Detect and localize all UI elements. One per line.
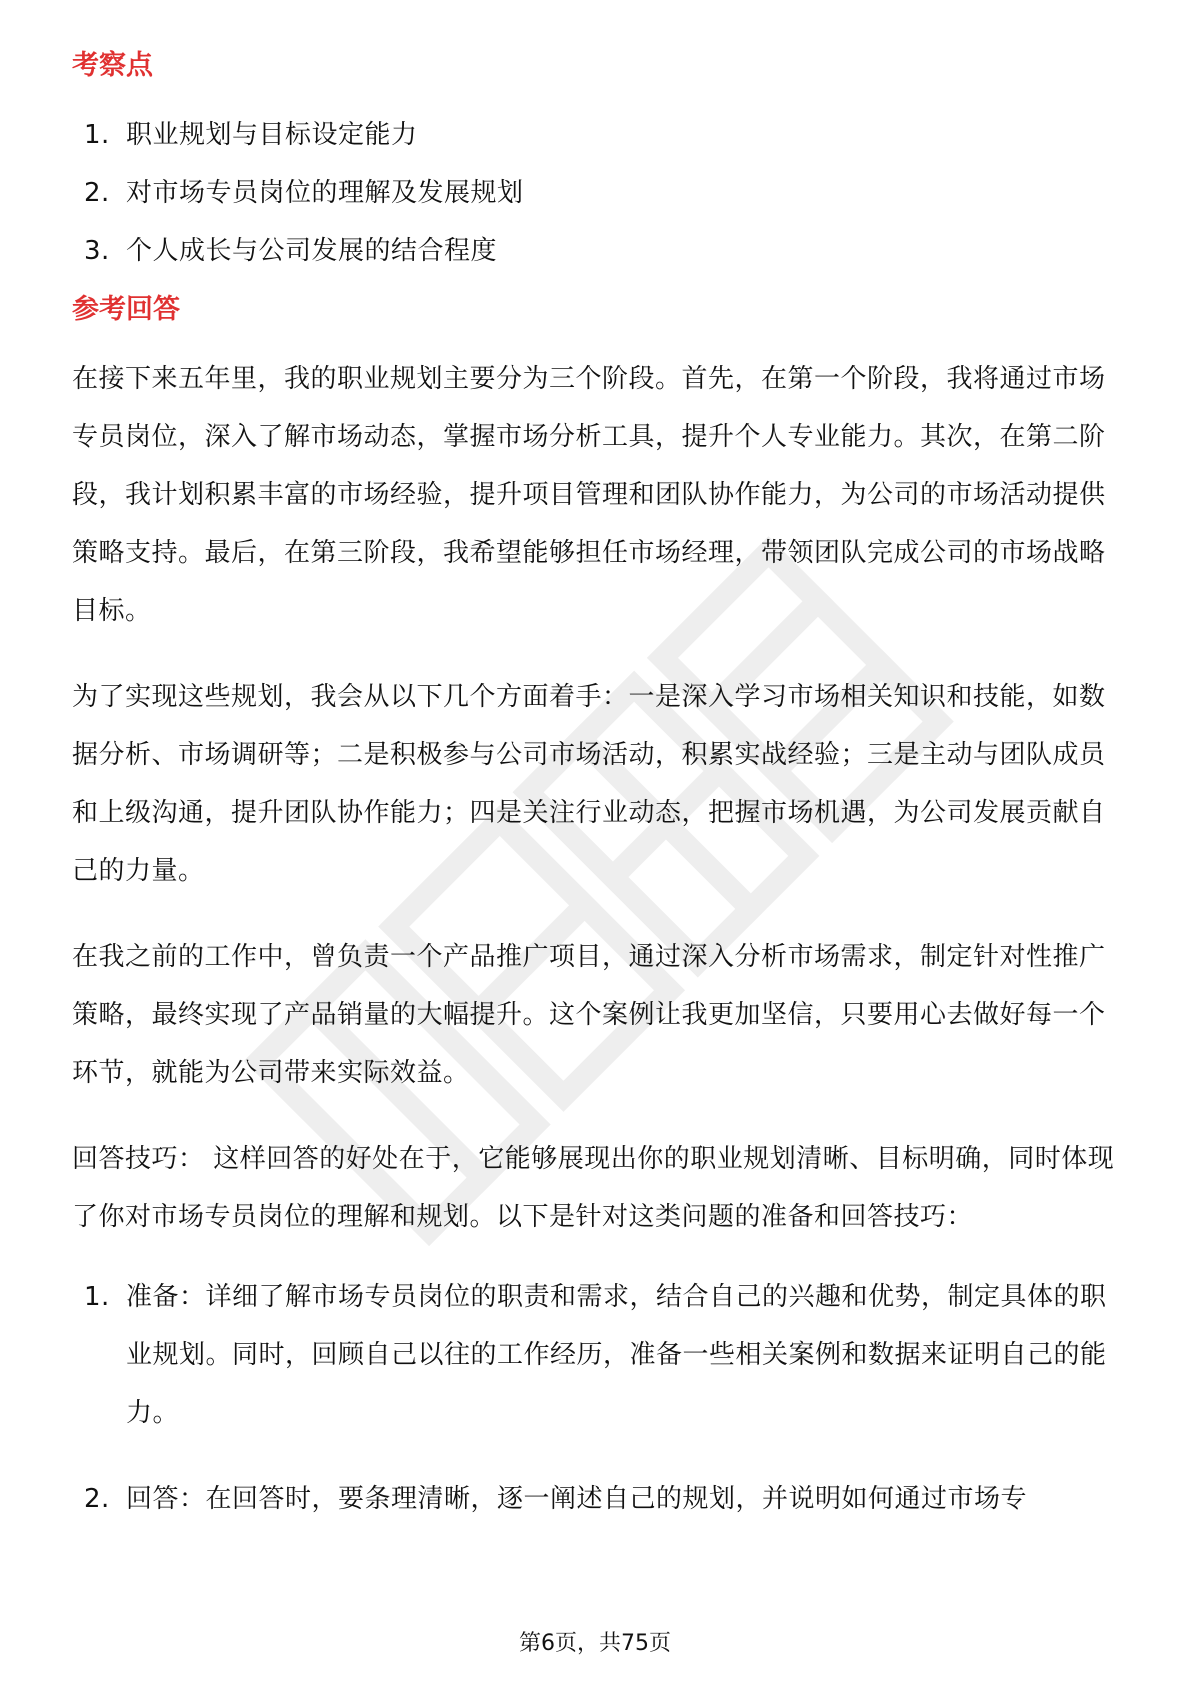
list-item-text: 个人成长与公司发展的结合程度	[126, 236, 498, 266]
list-item	[72, 1470, 1118, 1528]
list-item-text: 对市场专员岗位的理解及发展规划	[126, 178, 524, 208]
list-item	[72, 222, 1118, 280]
assessment-list	[72, 106, 1118, 280]
answer-paragraph: 在我之前的工作中，曾负责一个产品推广项目，通过深入分析市场需求，制定针对性推广策略，最终实现了产品销量的大幅提升。这个案例让我更加坚信，只要用心去做好每一个环节，就能为公司带来实际效益。	[72, 942, 1106, 1088]
list-number: 3.	[84, 236, 110, 266]
list-number: 2.	[84, 1484, 110, 1514]
answer-paragraph: 为了实现这些规划，我会从以下几个方面着手：一是深入学习市场相关知识和技能，如数据分析、市场调研等；二是积极参与公司市场活动，积累实战经验；三是主动与团队成员和上级沟通，提升团队协作能力；四是关注行业动态，把握市场机遇，为公司发展贡献自己的力量。	[72, 682, 1106, 886]
list-item	[72, 164, 1118, 222]
section-heading-reference-answer: 参考回答	[72, 294, 180, 325]
list-number: 2.	[84, 178, 110, 208]
list-item	[72, 106, 1118, 164]
list-number: 1.	[84, 120, 110, 150]
page-content	[72, 46, 1118, 1556]
list-item-text: 准备：详细了解市场专员岗位的职责和需求，结合自己的兴趣和优势，制定具体的职业规划。同时，回顾自己以往的工作经历，准备一些相关案例和数据来证明自己的能力。	[126, 1282, 1107, 1428]
list-number: 1.	[84, 1282, 110, 1312]
tips-list	[72, 1268, 1118, 1528]
list-item-text: 回答：在回答时，要条理清晰，逐一阐述自己的规划，并说明如何通过市场专	[126, 1484, 1028, 1514]
answer-tips-paragraph: 回答技巧： 这样回答的好处在于，它能够展现出你的职业规划清晰、目标明确，同时体现了你对市场专员岗位的理解和规划。以下是针对这类问题的准备和回答技巧：	[72, 1144, 1115, 1232]
list-item-text: 职业规划与目标设定能力	[126, 120, 418, 150]
page-footer: 第6页，共75页	[519, 1631, 671, 1656]
section-heading-assessment: 考察点	[72, 50, 153, 81]
list-item	[72, 1268, 1118, 1442]
answer-paragraph: 在接下来五年里，我的职业规划主要分为三个阶段。首先，在第一个阶段，我将通过市场专员岗位，深入了解市场动态，掌握市场分析工具，提升个人专业能力。其次，在第二阶段，我计划积累丰富的市场经验，提升项目管理和团队协作能力，为公司的市场活动提供策略支持。最后，在第三阶段，我希望能够担任市场经理，带领团队完成公司的市场战略目标。	[72, 364, 1106, 626]
